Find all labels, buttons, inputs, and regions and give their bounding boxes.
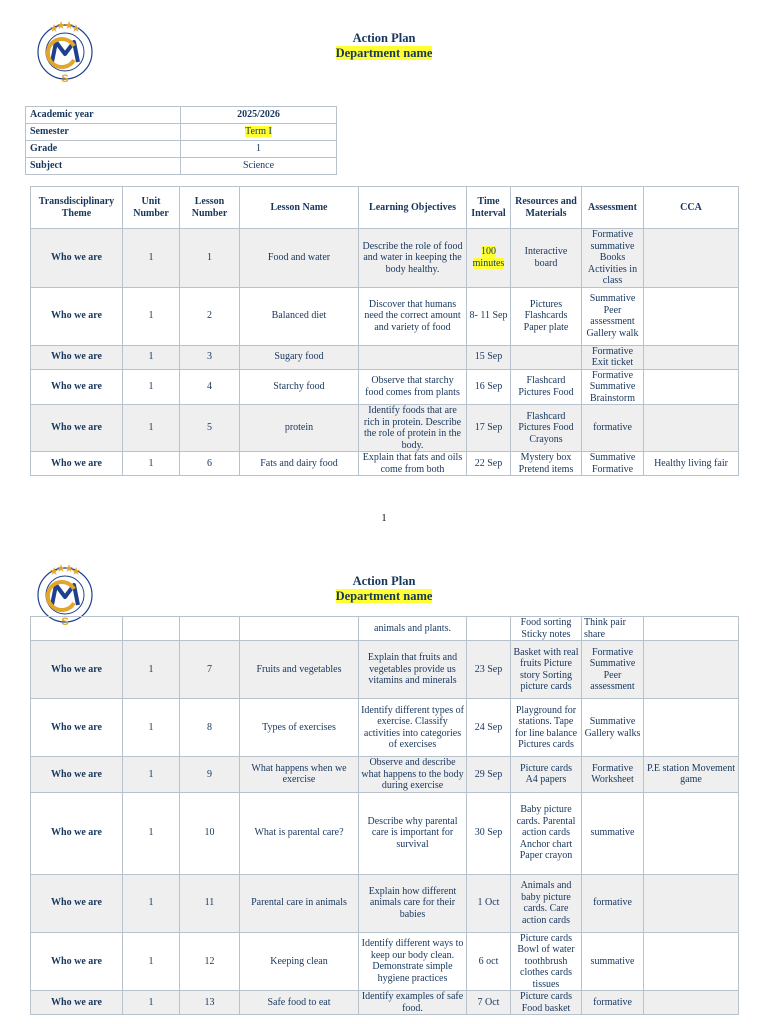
unit-text: 1 — [148, 721, 154, 733]
lesson-number-cell — [180, 792, 240, 874]
theme-cell — [31, 991, 123, 1015]
cca-cell — [644, 345, 739, 369]
unit-cell — [123, 874, 180, 932]
resources-cell — [511, 369, 582, 405]
lesson-table-page-2 — [30, 616, 739, 1015]
theme-cell — [31, 932, 123, 991]
unit-cell — [123, 757, 180, 793]
objectives-text: Identify different types of exercise. Classify activities into categories of exercises — [361, 704, 464, 750]
semester-value: Term I — [245, 126, 272, 138]
resources-text: Pictures Flashcards Paper plate — [523, 298, 569, 333]
objectives-text: Explain how different animals care for their babies — [368, 885, 457, 920]
objectives-cell — [359, 932, 467, 991]
assessment-text: formative — [593, 996, 632, 1008]
info-label: Subject — [26, 158, 181, 175]
time-cell — [467, 452, 511, 476]
resources-cell — [511, 932, 582, 991]
col-header-objectives: Learning Objectives — [359, 187, 467, 229]
theme-text: Who we are — [51, 955, 102, 967]
theme-cell — [31, 757, 123, 793]
unit-cell — [123, 991, 180, 1015]
lesson-number-cell — [180, 345, 240, 369]
lesson-name-cell — [240, 345, 359, 369]
assessment-cell — [582, 757, 644, 793]
unit-text: 1 — [148, 768, 154, 780]
theme-text: Who we are — [51, 422, 102, 434]
time-text: 6 oct — [478, 955, 499, 967]
lesson-name-cell — [240, 991, 359, 1015]
lesson-name-text: Fruits and vegetables — [256, 663, 342, 675]
lesson-number-text: 11 — [204, 897, 215, 909]
assessment-cell — [582, 641, 644, 699]
lesson-number-text: 9 — [207, 768, 212, 780]
objectives-text: Explain that fruits and vegetables provide us vitamins and minerals — [367, 652, 458, 687]
unit-cell — [123, 287, 180, 345]
assessment-cell — [582, 405, 644, 452]
assessment-cell — [582, 792, 644, 874]
assessment-cell — [582, 699, 644, 757]
doc-title: Action Plan — [352, 574, 416, 588]
resources-text: Mystery box Pretend items — [518, 452, 574, 475]
objectives-cell — [359, 287, 467, 345]
resources-cell — [511, 617, 582, 641]
resources-text: Food sorting Sticky notes — [520, 617, 572, 640]
lesson-name-cell — [240, 699, 359, 757]
theme-cell — [31, 287, 123, 345]
info-value: 1 — [181, 141, 337, 158]
theme-text: Who we are — [51, 310, 102, 322]
assessment-cell — [582, 452, 644, 476]
resources-text: Basket with real fruits Picture story Sorting picture cards — [513, 646, 579, 692]
info-table — [25, 106, 337, 175]
lesson-name-cell — [240, 405, 359, 452]
department-name: Department name — [335, 589, 433, 603]
unit-text: 1 — [148, 351, 154, 363]
table-row — [31, 932, 739, 991]
resources-cell — [511, 405, 582, 452]
time-cell — [467, 617, 511, 641]
objectives-text: animals and plants. — [374, 622, 451, 634]
assessment-cell — [582, 345, 644, 369]
lesson-number-cell — [180, 699, 240, 757]
lesson-number-cell — [180, 617, 240, 641]
unit-cell — [123, 229, 180, 288]
objectives-text: Describe why parental care is important for survival — [367, 815, 458, 850]
time-text: 30 Sep — [474, 827, 503, 839]
assessment-text: Think pair share — [584, 617, 626, 640]
lesson-number-text: 12 — [204, 955, 215, 967]
lesson-number-cell — [180, 229, 240, 288]
resources-cell — [511, 792, 582, 874]
assessment-cell — [582, 932, 644, 991]
theme-text: Who we are — [51, 827, 102, 839]
lesson-name-cell — [240, 874, 359, 932]
lesson-name-text: Types of exercises — [262, 721, 336, 733]
time-cell — [467, 287, 511, 345]
theme-cell — [31, 641, 123, 699]
time-cell — [467, 932, 511, 991]
theme-cell — [31, 452, 123, 476]
table-row — [31, 991, 739, 1015]
cca-cell — [644, 932, 739, 991]
cca-cell — [644, 229, 739, 288]
assessment-cell — [582, 287, 644, 345]
objectives-cell — [359, 757, 467, 793]
time-text: 7 Oct — [477, 996, 500, 1008]
col-header-theme: Transdisciplinary Theme — [31, 187, 123, 229]
unit-text: 1 — [148, 457, 154, 469]
resources-text: Picture cards A4 papers — [520, 762, 572, 786]
objectives-cell — [359, 369, 467, 405]
time-cell — [467, 369, 511, 405]
time-cell — [467, 229, 511, 288]
table-row — [31, 369, 739, 405]
lesson-table-page-1 — [30, 186, 739, 476]
department-name: Department name — [335, 46, 433, 60]
objectives-cell — [359, 991, 467, 1015]
theme-cell — [31, 699, 123, 757]
svg-text:S: S — [61, 73, 69, 85]
lesson-name-text: Food and water — [267, 252, 331, 263]
objectives-cell — [359, 405, 467, 452]
info-row — [26, 107, 337, 124]
unit-cell — [123, 369, 180, 405]
lesson-name-cell — [240, 641, 359, 699]
resources-text: Picture cards Bowl of water toothbrush clothes cards tissues — [517, 932, 575, 990]
unit-text: 1 — [148, 996, 154, 1008]
col-header-resources: Resources and Materials — [511, 187, 582, 229]
table-row — [31, 792, 739, 874]
cca-cell — [644, 991, 739, 1015]
assessment-cell — [582, 617, 644, 641]
lesson-number-cell — [180, 287, 240, 345]
time-cell — [467, 641, 511, 699]
lesson-name-cell — [240, 452, 359, 476]
cca-cell — [644, 699, 739, 757]
lesson-number-text: 2 — [207, 310, 212, 322]
objectives-cell — [359, 699, 467, 757]
objectives-text: Identify foods that are rich in protein. Describe the role of protein in the body. — [363, 405, 462, 451]
table-header-row — [31, 187, 739, 229]
unit-text: 1 — [148, 422, 154, 434]
time-cell — [467, 874, 511, 932]
theme-text: Who we are — [51, 897, 102, 909]
resources-cell — [511, 757, 582, 793]
lesson-name-cell — [240, 287, 359, 345]
unit-text: 1 — [148, 252, 154, 263]
assessment-text: Formative Summative Brainstorm — [589, 369, 636, 404]
cca-text: Healthy living fair — [654, 457, 728, 469]
cca-cell — [644, 405, 739, 452]
svg-text:S: S — [61, 616, 69, 628]
cca-cell — [644, 757, 739, 793]
objectives-cell — [359, 229, 467, 288]
objectives-cell — [359, 792, 467, 874]
lesson-number-text: 3 — [207, 351, 212, 363]
time-text: 22 Sep — [474, 457, 503, 469]
lesson-number-cell — [180, 932, 240, 991]
unit-cell — [123, 617, 180, 641]
lesson-number-text: 10 — [204, 827, 215, 839]
unit-cell — [123, 405, 180, 452]
resources-text: Picture cards Food basket — [520, 991, 572, 1014]
lesson-number-text: 4 — [207, 381, 212, 392]
unit-text: 1 — [148, 827, 154, 839]
table-row — [31, 757, 739, 793]
lesson-number-text: 5 — [207, 422, 212, 434]
lesson-name-text: Safe food to eat — [267, 996, 331, 1008]
lesson-number-text: 1 — [207, 252, 212, 263]
lesson-number-text: 8 — [207, 721, 212, 733]
cca-cell — [644, 287, 739, 345]
col-header-unit: Unit Number — [123, 187, 180, 229]
lesson-name-text: What is parental care? — [254, 827, 344, 839]
unit-text: 1 — [148, 310, 154, 322]
theme-text: Who we are — [51, 663, 102, 675]
lesson-number-text: 6 — [207, 457, 212, 469]
theme-text: Who we are — [51, 996, 102, 1008]
lesson-name-text: Parental care in animals — [251, 897, 347, 909]
theme-text: Who we are — [51, 721, 102, 733]
cca-cell — [644, 617, 739, 641]
objectives-text: Observe and describe what happens to the body during exercise — [361, 757, 464, 791]
assessment-cell — [582, 991, 644, 1015]
info-label: Semester — [26, 124, 181, 141]
resources-text: Flashcard Pictures Food — [518, 375, 574, 398]
assessment-text: Summative Gallery walks — [584, 716, 641, 739]
page-header — [0, 574, 768, 604]
lesson-name-text: Keeping clean — [270, 955, 328, 967]
unit-text: 1 — [148, 897, 154, 909]
resources-cell — [511, 345, 582, 369]
lesson-number-cell — [180, 452, 240, 476]
info-row — [26, 158, 337, 175]
theme-text: Who we are — [51, 252, 102, 263]
table-row — [31, 452, 739, 476]
assessment-text: Formative Exit ticket — [591, 345, 634, 368]
objectives-text: Identify examples of safe food. — [361, 991, 464, 1014]
lesson-number-text: 13 — [204, 996, 215, 1008]
assessment-text: formative — [593, 422, 632, 434]
assessment-text: Formative summative Books Activities in class — [587, 229, 638, 286]
theme-cell — [31, 345, 123, 369]
time-cell — [467, 345, 511, 369]
resources-cell — [511, 641, 582, 699]
assessment-text: Formative Worksheet — [591, 762, 634, 786]
resources-cell — [511, 991, 582, 1015]
objectives-text: Observe that starchy food comes from plants — [365, 375, 460, 398]
cca-cell — [644, 874, 739, 932]
theme-cell — [31, 405, 123, 452]
objectives-text: Explain that fats and oils come from both — [362, 452, 463, 475]
table-row — [31, 345, 739, 369]
info-label: Grade — [26, 141, 181, 158]
assessment-cell — [582, 229, 644, 288]
info-value: Science — [181, 158, 337, 175]
theme-text: Who we are — [51, 457, 102, 469]
unit-cell — [123, 345, 180, 369]
time-cell — [467, 699, 511, 757]
unit-cell — [123, 641, 180, 699]
cca-cell — [644, 369, 739, 405]
theme-text: Who we are — [51, 351, 102, 363]
table-row — [31, 699, 739, 757]
table-row — [31, 617, 739, 641]
cca-text: P.E station Movement game — [646, 762, 736, 786]
lesson-name-text: Fats and dairy food — [260, 457, 338, 469]
resources-cell — [511, 229, 582, 288]
lesson-name-text: Balanced diet — [271, 310, 327, 322]
time-cell — [467, 757, 511, 793]
lesson-name-text: protein — [284, 422, 314, 434]
resources-text: Baby picture cards. Parental action cards Anchor chart Paper crayon — [516, 804, 576, 862]
theme-text: Who we are — [51, 768, 102, 780]
resources-cell — [511, 699, 582, 757]
time-cell — [467, 405, 511, 452]
time-text: 15 Sep — [474, 351, 503, 363]
lesson-name-text: Starchy food — [273, 381, 325, 392]
table-row — [31, 287, 739, 345]
objectives-cell — [359, 617, 467, 641]
lesson-number-cell — [180, 874, 240, 932]
theme-cell — [31, 617, 123, 641]
assessment-text: Summative Peer assessment Gallery walk — [586, 293, 639, 339]
lesson-name-cell — [240, 792, 359, 874]
doc-title: Action Plan — [352, 31, 416, 45]
theme-cell — [31, 874, 123, 932]
lesson-name-cell — [240, 757, 359, 793]
col-header-lesson: Lesson Number — [180, 187, 240, 229]
resources-text: Interactive board — [524, 246, 568, 269]
unit-cell — [123, 792, 180, 874]
assessment-text: Summative Formative — [589, 452, 636, 475]
lesson-number-cell — [180, 369, 240, 405]
info-value: 2025/2026 — [181, 107, 337, 124]
time-text: 24 Sep — [474, 721, 503, 733]
theme-cell — [31, 369, 123, 405]
assessment-text: formative — [593, 897, 632, 909]
objectives-text: Identify different ways to keep our body clean. Demonstrate simple hygiene practices — [361, 938, 464, 984]
lesson-name-cell — [240, 369, 359, 405]
table-row — [31, 405, 739, 452]
col-header-assessment: Assessment — [582, 187, 644, 229]
objectives-text: Describe the role of food and water in keeping the body healthy. — [362, 240, 463, 275]
cca-cell — [644, 792, 739, 874]
resources-text: Playground for stations. Tape for line balance Pictures cards — [514, 704, 578, 750]
info-row — [26, 124, 337, 141]
lesson-name-text: Sugary food — [274, 351, 324, 363]
objectives-cell — [359, 641, 467, 699]
lesson-name-cell — [240, 617, 359, 641]
theme-text: Who we are — [51, 381, 102, 392]
time-text: 16 Sep — [474, 381, 503, 392]
lesson-name-cell — [240, 932, 359, 991]
objectives-text: Discover that humans need the correct amount and variety of food — [364, 298, 461, 333]
unit-text: 1 — [148, 955, 154, 967]
page-number: 1 — [381, 513, 387, 524]
cca-cell — [644, 641, 739, 699]
time-text: 100 minutes — [472, 246, 505, 269]
lesson-name-text: What happens when we exercise — [251, 762, 347, 786]
lesson-number-cell — [180, 991, 240, 1015]
theme-cell — [31, 792, 123, 874]
unit-cell — [123, 452, 180, 476]
col-header-time: Time Interval — [467, 187, 511, 229]
assessment-cell — [582, 369, 644, 405]
unit-text: 1 — [148, 381, 154, 392]
assessment-text: summative — [590, 955, 635, 967]
theme-cell — [31, 229, 123, 288]
col-header-lesson-name: Lesson Name — [240, 187, 359, 229]
col-header-cca: CCA — [644, 187, 739, 229]
assessment-text: summative — [590, 827, 635, 839]
table-row — [31, 229, 739, 288]
unit-text: 1 — [148, 663, 154, 675]
resources-text: Flashcard Pictures Food Crayons — [518, 410, 574, 445]
table-row — [31, 641, 739, 699]
objectives-cell — [359, 452, 467, 476]
table-row — [31, 874, 739, 932]
time-cell — [467, 991, 511, 1015]
lesson-number-cell — [180, 757, 240, 793]
time-text: 29 Sep — [474, 768, 503, 780]
assessment-text: Formative Summative Peer assessment — [589, 646, 636, 692]
time-text: 1 Oct — [477, 897, 500, 909]
lesson-number-text: 7 — [207, 663, 212, 675]
lesson-number-cell — [180, 641, 240, 699]
time-cell — [467, 792, 511, 874]
objectives-cell — [359, 345, 467, 369]
resources-cell — [511, 287, 582, 345]
info-value — [181, 124, 337, 141]
cca-cell — [644, 452, 739, 476]
page-header — [0, 31, 768, 61]
resources-cell — [511, 452, 582, 476]
resources-text: Animals and baby picture cards. Care action cards — [520, 880, 572, 926]
info-label: Academic year — [26, 107, 181, 124]
assessment-cell — [582, 874, 644, 932]
unit-cell — [123, 932, 180, 991]
lesson-number-cell — [180, 405, 240, 452]
objectives-cell — [359, 874, 467, 932]
lesson-name-cell — [240, 229, 359, 288]
resources-cell — [511, 874, 582, 932]
info-row — [26, 141, 337, 158]
time-text: 23 Sep — [474, 663, 503, 675]
time-text: 17 Sep — [474, 422, 503, 434]
unit-cell — [123, 699, 180, 757]
time-text: 8- 11 Sep — [469, 310, 508, 322]
